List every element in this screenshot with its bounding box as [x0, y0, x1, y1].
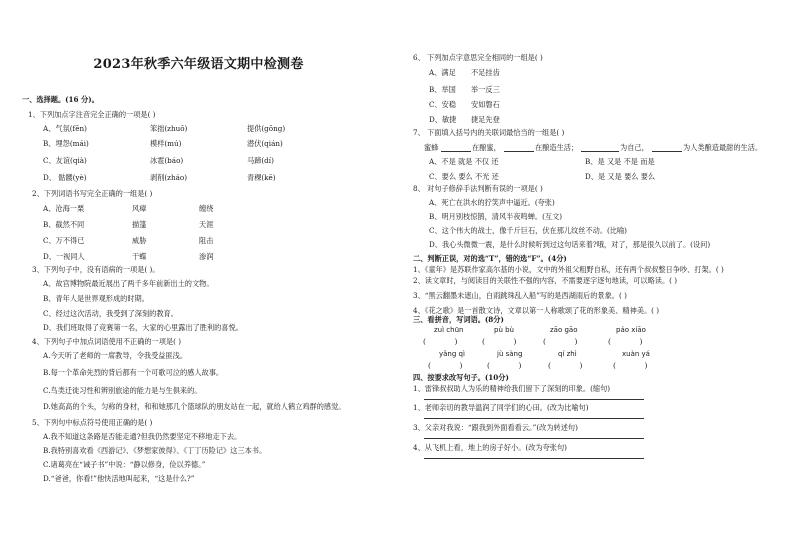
q1-option: 模样(mú)	[150, 139, 182, 148]
question-8-stem: 8、 对句子修辞手法判断有误的一项是( )	[413, 184, 543, 193]
section-heading-pinyin: 三、看拼音，写词语。(8分)	[413, 315, 504, 324]
q2-option: C、万不得已	[43, 236, 85, 245]
q2-option: A、沧海一栗	[43, 204, 85, 213]
q1-option: 冰雹(báo)	[150, 156, 184, 165]
q2-option: B、截然不同	[43, 220, 85, 229]
rewrite-item: 1、老师亲切的教导温润了同学们的心田。(改为比喻句)	[413, 403, 589, 412]
question-3-stem: 3、下列句子中，没有语病的一项是( )。	[32, 265, 160, 274]
answer-box[interactable]: ( )	[487, 361, 522, 370]
q1-option: D、 骷髅(yè)	[43, 173, 87, 182]
q5-option: C.诸葛亮在“诫子书”中说：“静以修身，俭以养德。”	[43, 460, 206, 469]
q8-option: D、我心头微微一震，是什么时候听到过这句话来着?哦，对了，那是很久以前了。(设问)	[429, 240, 711, 249]
q2-option: 描篷	[132, 220, 147, 229]
q6-option: 举一反三	[471, 85, 500, 94]
judge-item: 4、《花之歌》是一首散文诗，文章以第一人称歌颂了花的形象美、精神美。( )	[413, 306, 660, 315]
q6-option: 安如磐石	[471, 100, 500, 109]
question-5-stem: 5、下列句中标点符号使用正确的是( )	[32, 418, 153, 427]
question-2-stem: 2、下列词语书写完全正确的一组是( )	[32, 189, 153, 198]
pinyin-label: zāo gāo	[550, 326, 578, 334]
pinyin-label: xuàn yá	[622, 350, 650, 358]
q7-sentence-part: 为自己，	[620, 143, 649, 152]
judge-item: 3、“黑云翻墨未遮山，白雨跳珠乱入船”写的是西湖雨后的景象。( )	[413, 291, 627, 300]
q7-option: C、要么 要么 不光 还	[429, 172, 499, 181]
page-title: 2023年秋季六年级语文期中检测卷	[93, 57, 304, 72]
q4-option: B.每一个革命先烈的背后都有一个可歌可泣的感人故事。	[43, 368, 224, 377]
q6-option: D、敏捷	[429, 115, 457, 124]
q7-option: D、是 又是 要么 要么	[585, 172, 656, 181]
q3-option: A、故宫博物院最近展出了两千多年前新出土的文物。	[43, 279, 214, 288]
q8-option: A、死亡在洪水的狞笑声中逼近。(夸张)	[429, 198, 555, 207]
q2-option: 干蝶	[132, 252, 147, 261]
q2-option: 渗润	[199, 252, 214, 261]
q1-option: C、友谊(qià)	[43, 156, 87, 165]
section-heading-judge: 二、判断正误，对的选“T”，错的选“F”。(4分)	[413, 254, 567, 263]
pinyin-label: jù sàng	[497, 350, 523, 358]
q1-option: B、埋怨(mái)	[43, 139, 89, 148]
section-heading-rewrite: 四、按要求改写句子。(10分)	[413, 373, 509, 382]
answer-box[interactable]: ( )	[428, 361, 463, 370]
q5-option: A.我不知道这条路是否能走通?但我仍然要坚定不移地走下去。	[43, 432, 242, 441]
judge-item: 2、读文章时，与阅读目的关联性不强的内容，不需要逐字逐句地读，可以略读。( )	[413, 276, 678, 285]
q7-option: A、不是 就是 不仅 还	[429, 157, 499, 166]
pinyin-label: páo xiāo	[616, 326, 646, 334]
question-7-stem: 7、 下面填入括号内的关联词最恰当的一组是( )	[413, 128, 565, 137]
q6-option: B、举国	[429, 85, 456, 94]
q7-sentence-part: 在酿造生活；	[535, 143, 579, 152]
q2-option: 天涯	[199, 220, 214, 229]
q7-sentence-part: 在酿蜜，	[472, 143, 501, 152]
q3-option: B、青年人是世界观形成的时期。	[43, 294, 149, 303]
answer-line[interactable]	[424, 458, 644, 459]
pinyin-label: yǎng qì	[439, 350, 465, 358]
q2-option: D、一视同人	[43, 252, 85, 261]
q1-option: 潜伏(qián)	[247, 139, 283, 148]
question-1-stem: 1、下列加点字注音完全正确的一项是( )	[28, 110, 156, 119]
judge-item: 1、《童年》是苏联作家高尔基的小说，文中的外祖父粗野自私，还有两个叔叔整日争吵、打架。( )	[413, 265, 724, 274]
q4-option: C.鸟类迁徙习性和辨别旅途的能力是与生俱来的。	[43, 386, 202, 395]
rewrite-item: 1、雷锋叔叔助人为乐的精神给我们留下了深刻的印象。(缩句)	[413, 384, 611, 393]
pinyin-label: qí zhì	[558, 350, 577, 358]
q1-option: 笨拙(zhuō)	[150, 124, 188, 133]
pinyin-label: pù bù	[494, 326, 514, 334]
answer-box[interactable]: ( )	[482, 337, 517, 346]
q5-option: D.“爸爸，你看!”他快活地叫起来，“这是什么?”	[43, 474, 195, 483]
rewrite-item: 4、从飞机上看，地上的房子好小。(改为夸张句)	[413, 443, 567, 452]
question-6-stem: 6、 下列加点字意思完全相同的一组是( )	[413, 53, 543, 62]
answer-line[interactable]	[424, 438, 644, 439]
q3-option: D、我们班取得了竞赛第一名，大家的心里露出了胜利的喜悦。	[43, 323, 243, 332]
q6-option: A、满足	[429, 68, 456, 77]
q8-option: B、明月别枝惊鹊，清风半夜鸣蝉。(互文)	[429, 212, 563, 221]
q2-option: 风瘴	[132, 204, 147, 213]
q7-option: B、是 又是 不是 而是	[585, 157, 655, 166]
q6-option: 不足挂齿	[471, 68, 500, 77]
answer-box[interactable]: ( )	[608, 337, 643, 346]
q3-option: C、经过这次活动，我受到了深刻的教育。	[43, 309, 178, 318]
answer-box[interactable]: ( )	[543, 337, 578, 346]
answer-box[interactable]: ( )	[423, 337, 458, 346]
q4-option: A.今天听了老师的一席教导，令我受益匪浅。	[43, 351, 188, 360]
q6-option: 捷足先登	[471, 115, 500, 124]
q2-option: 缠绕	[199, 204, 214, 213]
section-heading-choice: 一、选择题。(16 分)。	[22, 95, 99, 104]
q7-blank	[441, 151, 471, 152]
q2-option: 阻击	[199, 236, 214, 245]
q7-sentence-part: 蜜蜂	[424, 143, 439, 152]
question-4-stem: 4、下列句子中加点词语使用不正确的一项是( )	[32, 337, 182, 346]
q6-option: C、安稳	[429, 100, 457, 109]
answer-line[interactable]	[424, 399, 644, 400]
answer-line[interactable]	[424, 418, 644, 419]
q7-blank	[652, 151, 682, 152]
rewrite-item: 3、父亲对我说：“跟我到外面看看云。”(改为转述句)	[413, 423, 578, 432]
q5-option: B.我特别喜欢看《西游记》、《梦想家彼得》、《丁丁历险记》这三本书。	[43, 446, 267, 455]
q7-blank	[581, 151, 619, 152]
q1-option: 马蹄(dí)	[247, 156, 274, 165]
q1-option: A、气氛(fēn)	[43, 124, 87, 133]
answer-box[interactable]: ( )	[613, 361, 648, 370]
q7-blank	[504, 151, 534, 152]
pinyin-label: zuì chūn	[434, 326, 464, 334]
q1-option: 提供(gōng)	[247, 124, 286, 133]
q7-sentence-part: 为人类酿造最甜的生活。	[683, 143, 763, 152]
answer-box[interactable]: ( )	[548, 361, 583, 370]
q2-option: 威胁	[132, 236, 147, 245]
q4-option: D.她高高的个头，匀称的身材，和和她那几个篮球队的朋友站在一起，就给人鹤立鸡群的感觉。	[43, 402, 346, 411]
q1-option: 剥削(zháo)	[150, 173, 188, 182]
q8-option: C、这个伟大的战士，像千斤巨石，伏在那儿纹丝不动。(比喻)	[429, 226, 627, 235]
q1-option: 青稞(kē)	[247, 173, 276, 182]
